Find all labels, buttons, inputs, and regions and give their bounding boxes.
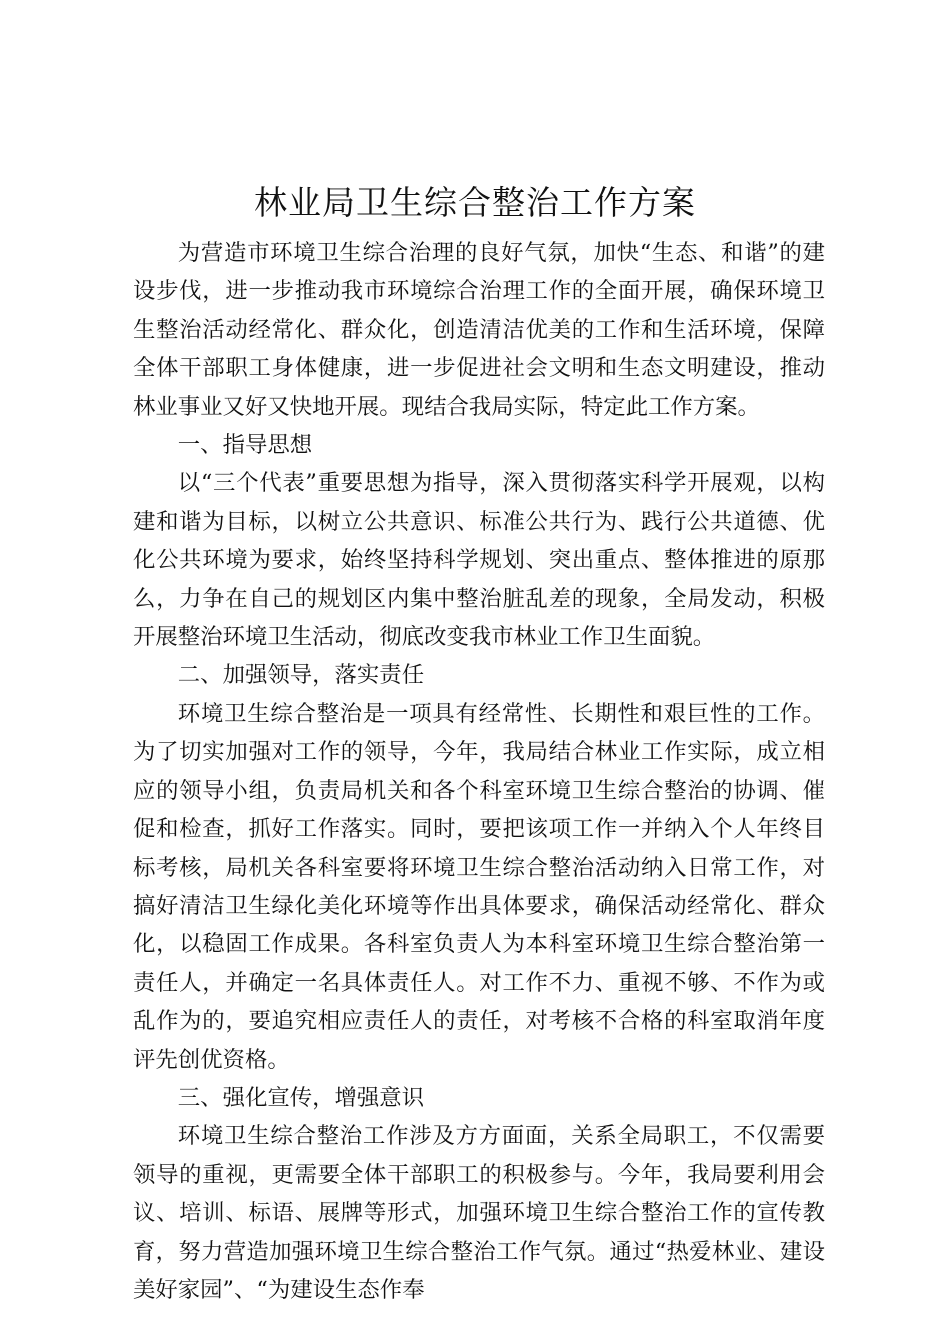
- document-title: 林业局卫生综合整治工作方案: [254, 183, 696, 222]
- document-body: [133, 234, 825, 1309]
- section-heading-publicity: 三、强化宣传，增强意识: [177, 1084, 425, 1111]
- section-heading-guiding-ideology: 一、指导思想: [177, 432, 313, 459]
- intro-paragraph: 为营造市环境卫生综合治理的良好气氛，加快“生态、和谐”的建设步伐，进一步推动我市环境综合治理工作的全面开展，确保环境卫生整治活动经常化、群众化，创造清洁优美的工作和生活环境，保障全体干部职工身体健康，进一步促进社会文明和生态文明建设，推动林业事业又好又快地开展。现结合我局实际，特定此工作方案。: [133, 240, 825, 420]
- section-body-leadership: 环境卫生综合整治是一项具有经常性、长期性和艰巨性的工作。为了切实加强对工作的领导，今年，我局结合林业工作实际，成立相应的领导小组，负责局机关和各个科室环境卫生综合整治的协调、催促和检查，抓好工作落实。同时，要把该项工作一并纳入个人年终目标考核，局机关各科室要将环境卫生综合整治活动纳入日常工作，对搞好清洁卫生绿化美化环境等作出具体要求，确保活动经常化、群众化，以稳固工作成果。各科室负责人为本科室环境卫生综合整治第一责任人，并确定一名具体责任人。对工作不力、重视不够、不作为或乱作为的，要追究相应责任人的责任，对考核不合格的科室取消年度评先创优资格。: [133, 700, 825, 1073]
- section-body-guiding-ideology: 以“三个代表”重要思想为指导，深入贯彻落实科学开展观，以构建和谐为目标，以树立公共意识、标准公共行为、践行公共道德、优化公共环境为要求，始终坚持科学规划、突出重点、整体推进的原那么，力争在自己的规划区内集中整治脏乱差的现象，全局发动，积极开展整治环境卫生活动，彻底改变我市林业工作卫生面貌。: [133, 470, 825, 651]
- section-body-publicity: 环境卫生综合整治工作涉及方方面面，关系全局职工，不仅需要领导的重视，更需要全体干部职工的积极参与。今年，我局要利用会议、培训、标语、展牌等形式，加强环境卫生综合整治工作的宣传教育，努力营造加强环境卫生综合整治工作气氛。通过“热爱林业、建设美好家园”、“为建设生态作奉: [133, 1123, 825, 1303]
- section-heading-leadership: 二、加强领导，落实责任: [177, 662, 425, 689]
